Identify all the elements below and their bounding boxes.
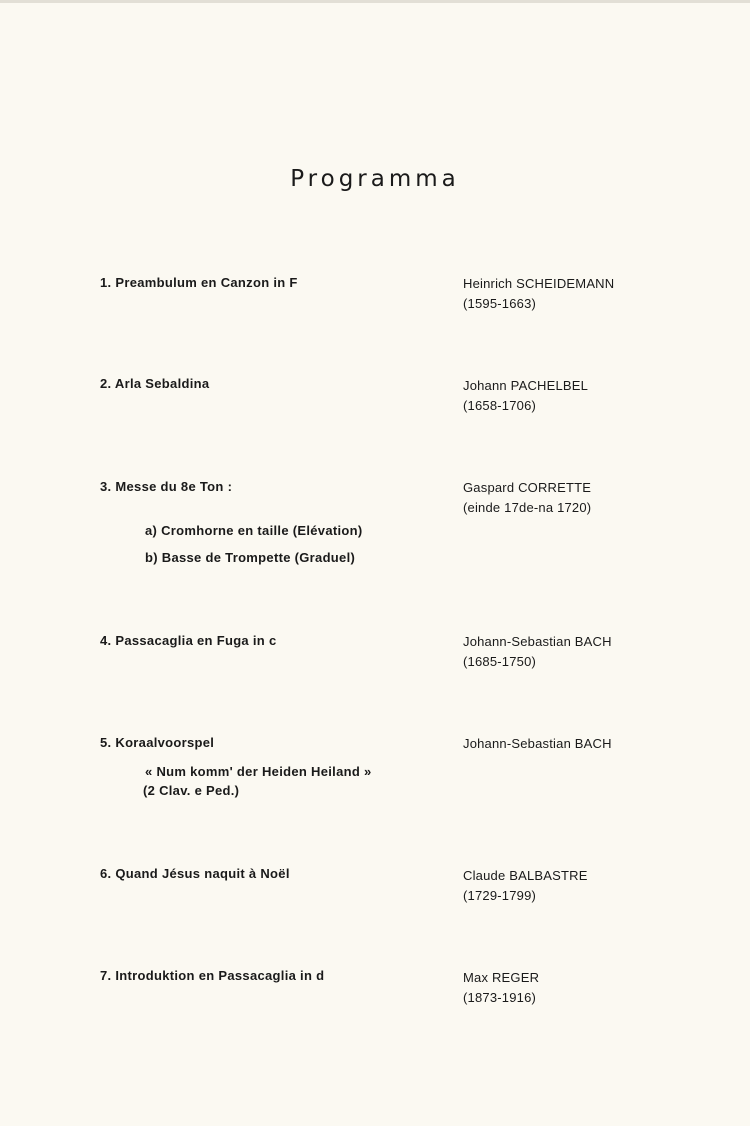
composer-name: Johann-Sebastian BACH — [463, 736, 612, 751]
composer-name: Heinrich SCHEIDEMANN — [463, 276, 615, 291]
program-item-5 — [100, 735, 440, 750]
composer-1 — [463, 274, 713, 314]
composer-6 — [463, 866, 713, 906]
item-number: 2. — [100, 376, 112, 391]
composer-dates: (1685-1750) — [463, 654, 537, 669]
piece-title: Passacaglia en Fuga in c — [115, 633, 277, 648]
piece-title: Messe du 8e Ton : — [115, 479, 233, 494]
item-number: 6. — [100, 866, 112, 881]
composer-5 — [463, 734, 713, 754]
item-number: 4. — [100, 633, 112, 648]
composer-name: Johann-Sebastian BACH — [463, 634, 612, 649]
composer-2 — [463, 376, 713, 416]
chorale-title: « Num komm' der Heiden Heiland » — [145, 764, 372, 779]
program-item-6 — [100, 866, 440, 881]
item-number: 7. — [100, 968, 112, 983]
composer-dates: (1729-1799) — [463, 888, 537, 903]
composer-dates: (einde 17de-na 1720) — [463, 500, 592, 515]
movement-b: b) Basse de Trompette (Graduel) — [145, 550, 356, 565]
composer-name: Claude BALBASTRE — [463, 868, 588, 883]
piece-title: Preambulum en Canzon in F — [115, 275, 298, 290]
page-edge — [0, 0, 750, 3]
item-number: 1. — [100, 275, 112, 290]
composer-dates: (1595-1663) — [463, 296, 537, 311]
program-item-1 — [100, 275, 440, 290]
composer-dates: (1658-1706) — [463, 398, 537, 413]
program-item-4 — [100, 633, 440, 648]
piece-title: Koraalvoorspel — [115, 735, 215, 750]
program-item-3 — [100, 479, 440, 494]
composer-name: Gaspard CORRETTE — [463, 480, 592, 495]
item-number: 3. — [100, 479, 112, 494]
program-item-2 — [100, 376, 440, 391]
composer-4 — [463, 632, 713, 672]
composer-7 — [463, 968, 713, 1008]
composer-name: Max REGER — [463, 970, 540, 985]
piece-title: Introduktion en Passacaglia in d — [115, 968, 325, 983]
page-title: Programma — [290, 166, 460, 192]
composer-name: Johann PACHELBEL — [463, 378, 589, 393]
piece-title: Quand Jésus naquit à Noël — [115, 866, 290, 881]
item-number: 5. — [100, 735, 112, 750]
composer-dates: (1873-1916) — [463, 990, 537, 1005]
composer-3 — [463, 478, 713, 518]
chorale-registration: (2 Clav. e Ped.) — [143, 783, 240, 798]
program-item-7 — [100, 968, 440, 983]
piece-title: Arla Sebaldina — [114, 376, 210, 391]
movement-a: a) Cromhorne en taille (Elévation) — [145, 523, 363, 538]
